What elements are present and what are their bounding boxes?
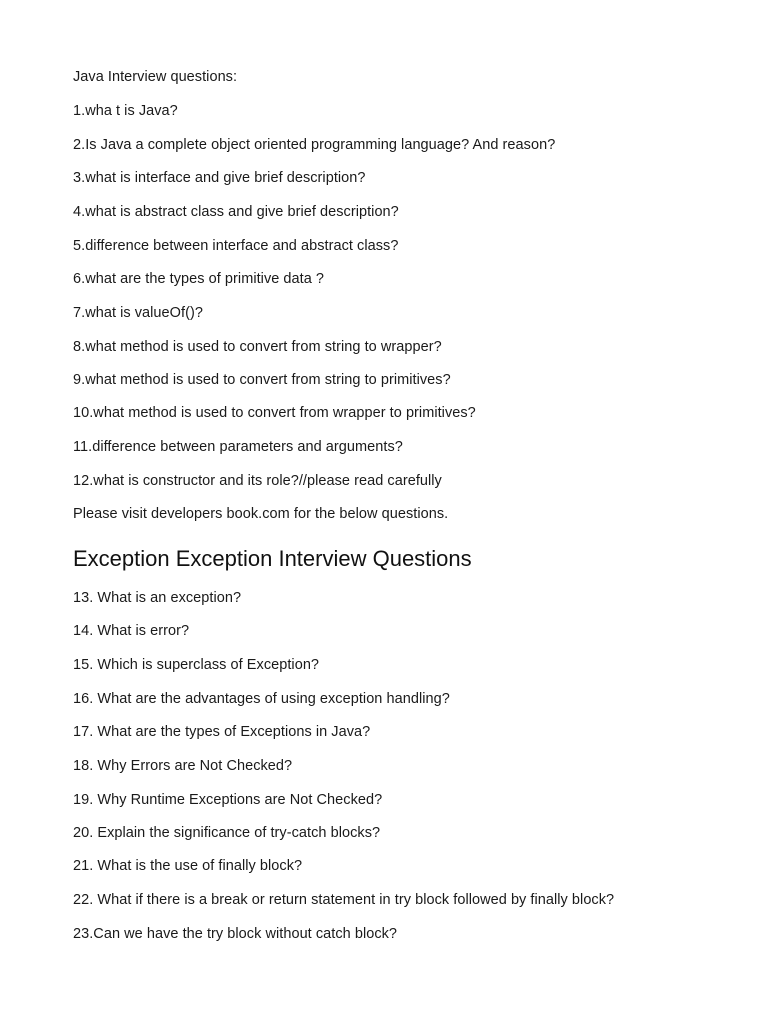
question-18: 18. Why Errors are Not Checked? — [73, 758, 293, 774]
question-20: 20. Explain the significance of try-catch blocks? — [73, 825, 381, 841]
question-19: 19. Why Runtime Exceptions are Not Checked? — [73, 792, 383, 808]
question-7: 7.what is valueOf()? — [73, 305, 203, 321]
question-11: 11.difference between parameters and arguments? — [73, 439, 403, 455]
note-paragraph: Please visit developers book.com for the below questions. — [73, 506, 449, 522]
question-10: 10.what method is used to convert from wrapper to primitives? — [73, 405, 476, 421]
document-title: Java Interview questions: — [73, 69, 238, 85]
question-1: 1.wha t is Java? — [73, 103, 178, 119]
question-6: 6.what are the types of primitive data ? — [73, 271, 325, 287]
question-15: 15. Which is superclass of Exception? — [73, 657, 320, 673]
question-12: 12.what is constructor and its role?//please read carefully — [73, 473, 442, 489]
question-17: 17. What are the types of Exceptions in Java? — [73, 724, 371, 740]
question-3: 3.what is interface and give brief description? — [73, 170, 366, 186]
question-5: 5.difference between interface and abstract class? — [73, 238, 399, 254]
question-14: 14. What is error? — [73, 623, 190, 639]
question-8: 8.what method is used to convert from string to wrapper? — [73, 339, 442, 355]
question-21: 21. What is the use of finally block? — [73, 858, 303, 874]
question-2: 2.Is Java a complete object oriented programming language? And reason? — [73, 137, 556, 153]
section-heading: Exception Exception Interview Questions — [73, 546, 472, 571]
question-16: 16. What are the advantages of using exception handling? — [73, 691, 450, 707]
question-13: 13. What is an exception? — [73, 590, 242, 606]
question-4: 4.what is abstract class and give brief description? — [73, 204, 399, 220]
question-23: 23.Can we have the try block without catch block? — [73, 926, 398, 942]
question-22: 22. What if there is a break or return statement in try block followed by finally block? — [73, 892, 615, 908]
question-9: 9.what method is used to convert from string to primitives? — [73, 372, 451, 388]
